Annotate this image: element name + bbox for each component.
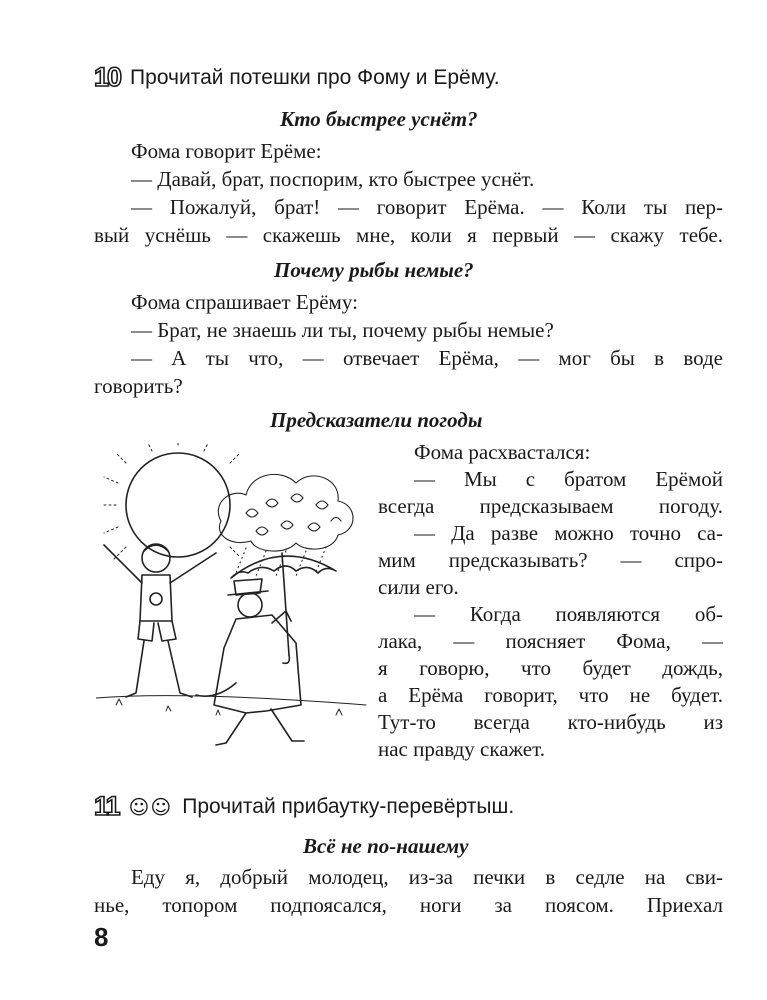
text-line: всегда предсказываем погоду.	[378, 494, 723, 518]
text-line: — Давай, брат, поспорим, кто быстрее уснёт.	[131, 167, 535, 191]
task-11-header	[94, 791, 514, 822]
text-line: — Брат, не знаешь ли ты, почему рыбы немые?	[131, 318, 554, 342]
text-line: — Да разве можно точно са-	[414, 521, 723, 545]
text-line: лака, — поясняет Фома, —	[378, 629, 723, 653]
text-line: говорить?	[94, 374, 183, 398]
task-instruction: Прочитай потешки про Фому и Ерёму.	[130, 65, 500, 89]
story-title: Почему рыбы немые?	[274, 258, 474, 282]
text-line: нас правду скажет.	[378, 737, 545, 761]
text-line: сили его.	[378, 575, 459, 599]
text-line: — А ты что, — отвечает Ерёма, — мог бы в воде	[131, 346, 723, 370]
boy-figure	[104, 544, 216, 697]
text-line: я говорю, что будет дождь,	[378, 656, 723, 680]
task-number: 10	[94, 62, 121, 92]
sun-icon	[101, 443, 240, 559]
story-title: Всё не по-нашему	[303, 834, 469, 858]
page-number: 8	[94, 922, 109, 952]
task-10-header	[94, 62, 500, 93]
story-title: Кто быстрее уснёт?	[280, 107, 478, 131]
text-line: Фома говорит Ерёме:	[131, 139, 322, 163]
text-line: мим предсказывать? — спро-	[378, 548, 723, 572]
story-title: Предсказатели погоды	[270, 408, 483, 432]
text-line: а Ерёма говорит, что не будет.	[378, 683, 723, 707]
cloud-icon	[218, 474, 353, 576]
smiley-pair-icon: ☺☺	[128, 794, 173, 819]
text-line: Еду я, добрый молодец, из-за печки в седле на сви-	[131, 865, 723, 889]
text-line: Фома расхвастался:	[414, 440, 591, 464]
ground	[96, 696, 366, 715]
text-line: вый уснёшь — скажешь мне, коли я первый — скажу тебе.	[94, 223, 723, 247]
text-line: нье, топором подпоясался, ноги за поясом. Приехал	[94, 893, 723, 917]
text-line: Фома спрашивает Ерёму:	[131, 290, 358, 314]
umbrella-icon	[231, 553, 336, 663]
weather-illustration	[96, 443, 376, 753]
task-number: 11	[94, 791, 119, 821]
text-line: — Пожалуй, брат! — говорит Ерёма. — Коли ты пер-	[131, 195, 723, 219]
text-line: — Мы с братом Ерёмой	[414, 467, 723, 491]
task-instruction: Прочитай прибаутку-перевёртыш.	[182, 794, 515, 818]
text-line: — Когда появляются об-	[414, 602, 723, 626]
text-line: Тут-то всегда кто-нибудь из	[378, 710, 723, 734]
